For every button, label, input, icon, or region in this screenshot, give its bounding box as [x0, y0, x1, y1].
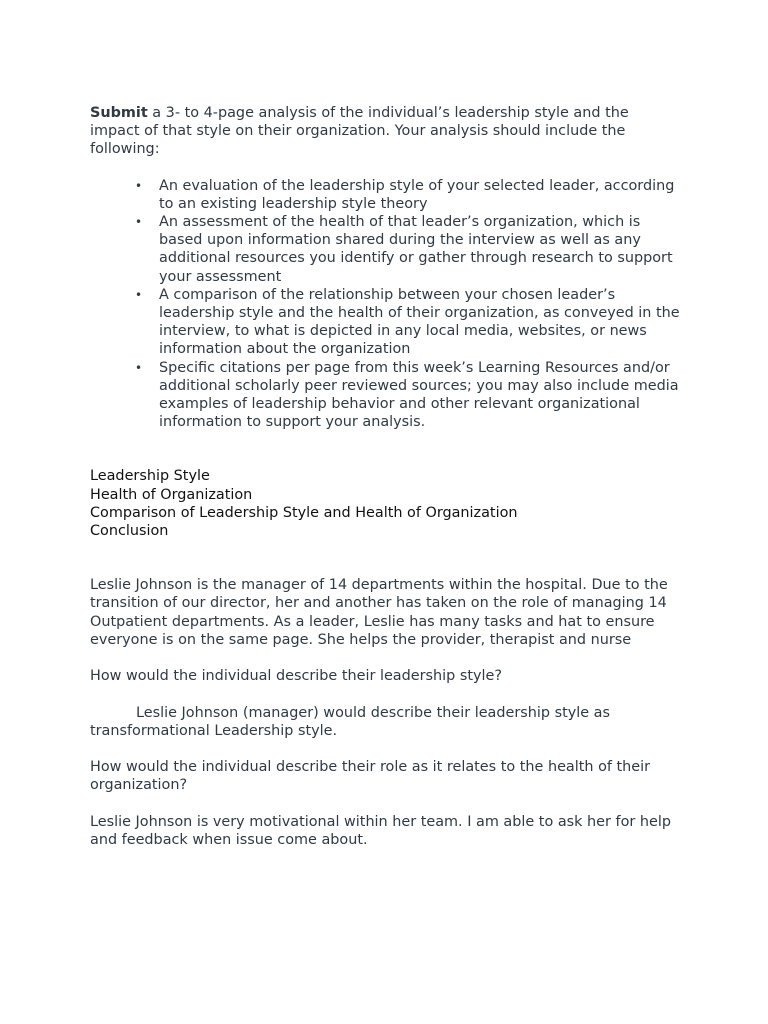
assignment-intro [90, 104, 682, 159]
requirement-item: • Specific citations per page from this week’s Learning Resources and/or additional scholarly peer reviewed sources; you may also include media examples of leadership behavior and other relevant organizational information to support your analysis. [159, 359, 682, 432]
document-body [90, 576, 682, 849]
answer-role-health: Leslie Johnson is very motivational within her team. I am able to ask her for help and feedback when issue come about. [90, 813, 671, 849]
heading-leadership-style: Leadership Style [90, 468, 210, 485]
answer-leadership-style: Leslie Johnson (manager) would describe their leadership style as transformational Leadership style. [90, 704, 610, 739]
question-leadership-style: How would the individual describe their leadership style? [90, 668, 503, 685]
requirement-item: • An assessment of the health of that leader’s organization, which is based upon information shared during the interview as well as any additional resources you identify or gather through research to support your assessment [159, 213, 682, 286]
heading-conclusion: Conclusion [90, 523, 169, 540]
intro-paragraph: Leslie Johnson is the manager of 14 departments within the hospital. Due to the transition of our director, her and another has taken on the role of managing 14 Outpatient departments. As a leader, Leslie has many tasks and hat to ensure everyone is on the same page. She helps the provider, therapist and nurse [90, 577, 668, 648]
question-role-health: How would the individual describe their role as it relates to the health of their organization? [90, 759, 651, 794]
requirements-list [90, 177, 682, 432]
intro-text: a 3- to 4-page analysis of the individual’s leadership style and the impact of that style on their organization. Your analysis should include the following: [90, 105, 629, 158]
heading-health-of-organization: Health of Organization [90, 486, 253, 503]
requirement-item: • A comparison of the relationship between your chosen leader’s leadership style and the health of their organization, as conveyed in the interview, to what is depicted in any local media, websites, or news information about the organization [159, 286, 682, 359]
intro-bold-submit: Submit [90, 105, 148, 121]
heading-comparison: Comparison of Leadership Style and Health of Organization [90, 504, 518, 521]
requirement-item: • An evaluation of the leadership style of your selected leader, according to an existing leadership style theory [159, 177, 682, 213]
section-headings [90, 467, 682, 540]
document-content [90, 104, 682, 849]
